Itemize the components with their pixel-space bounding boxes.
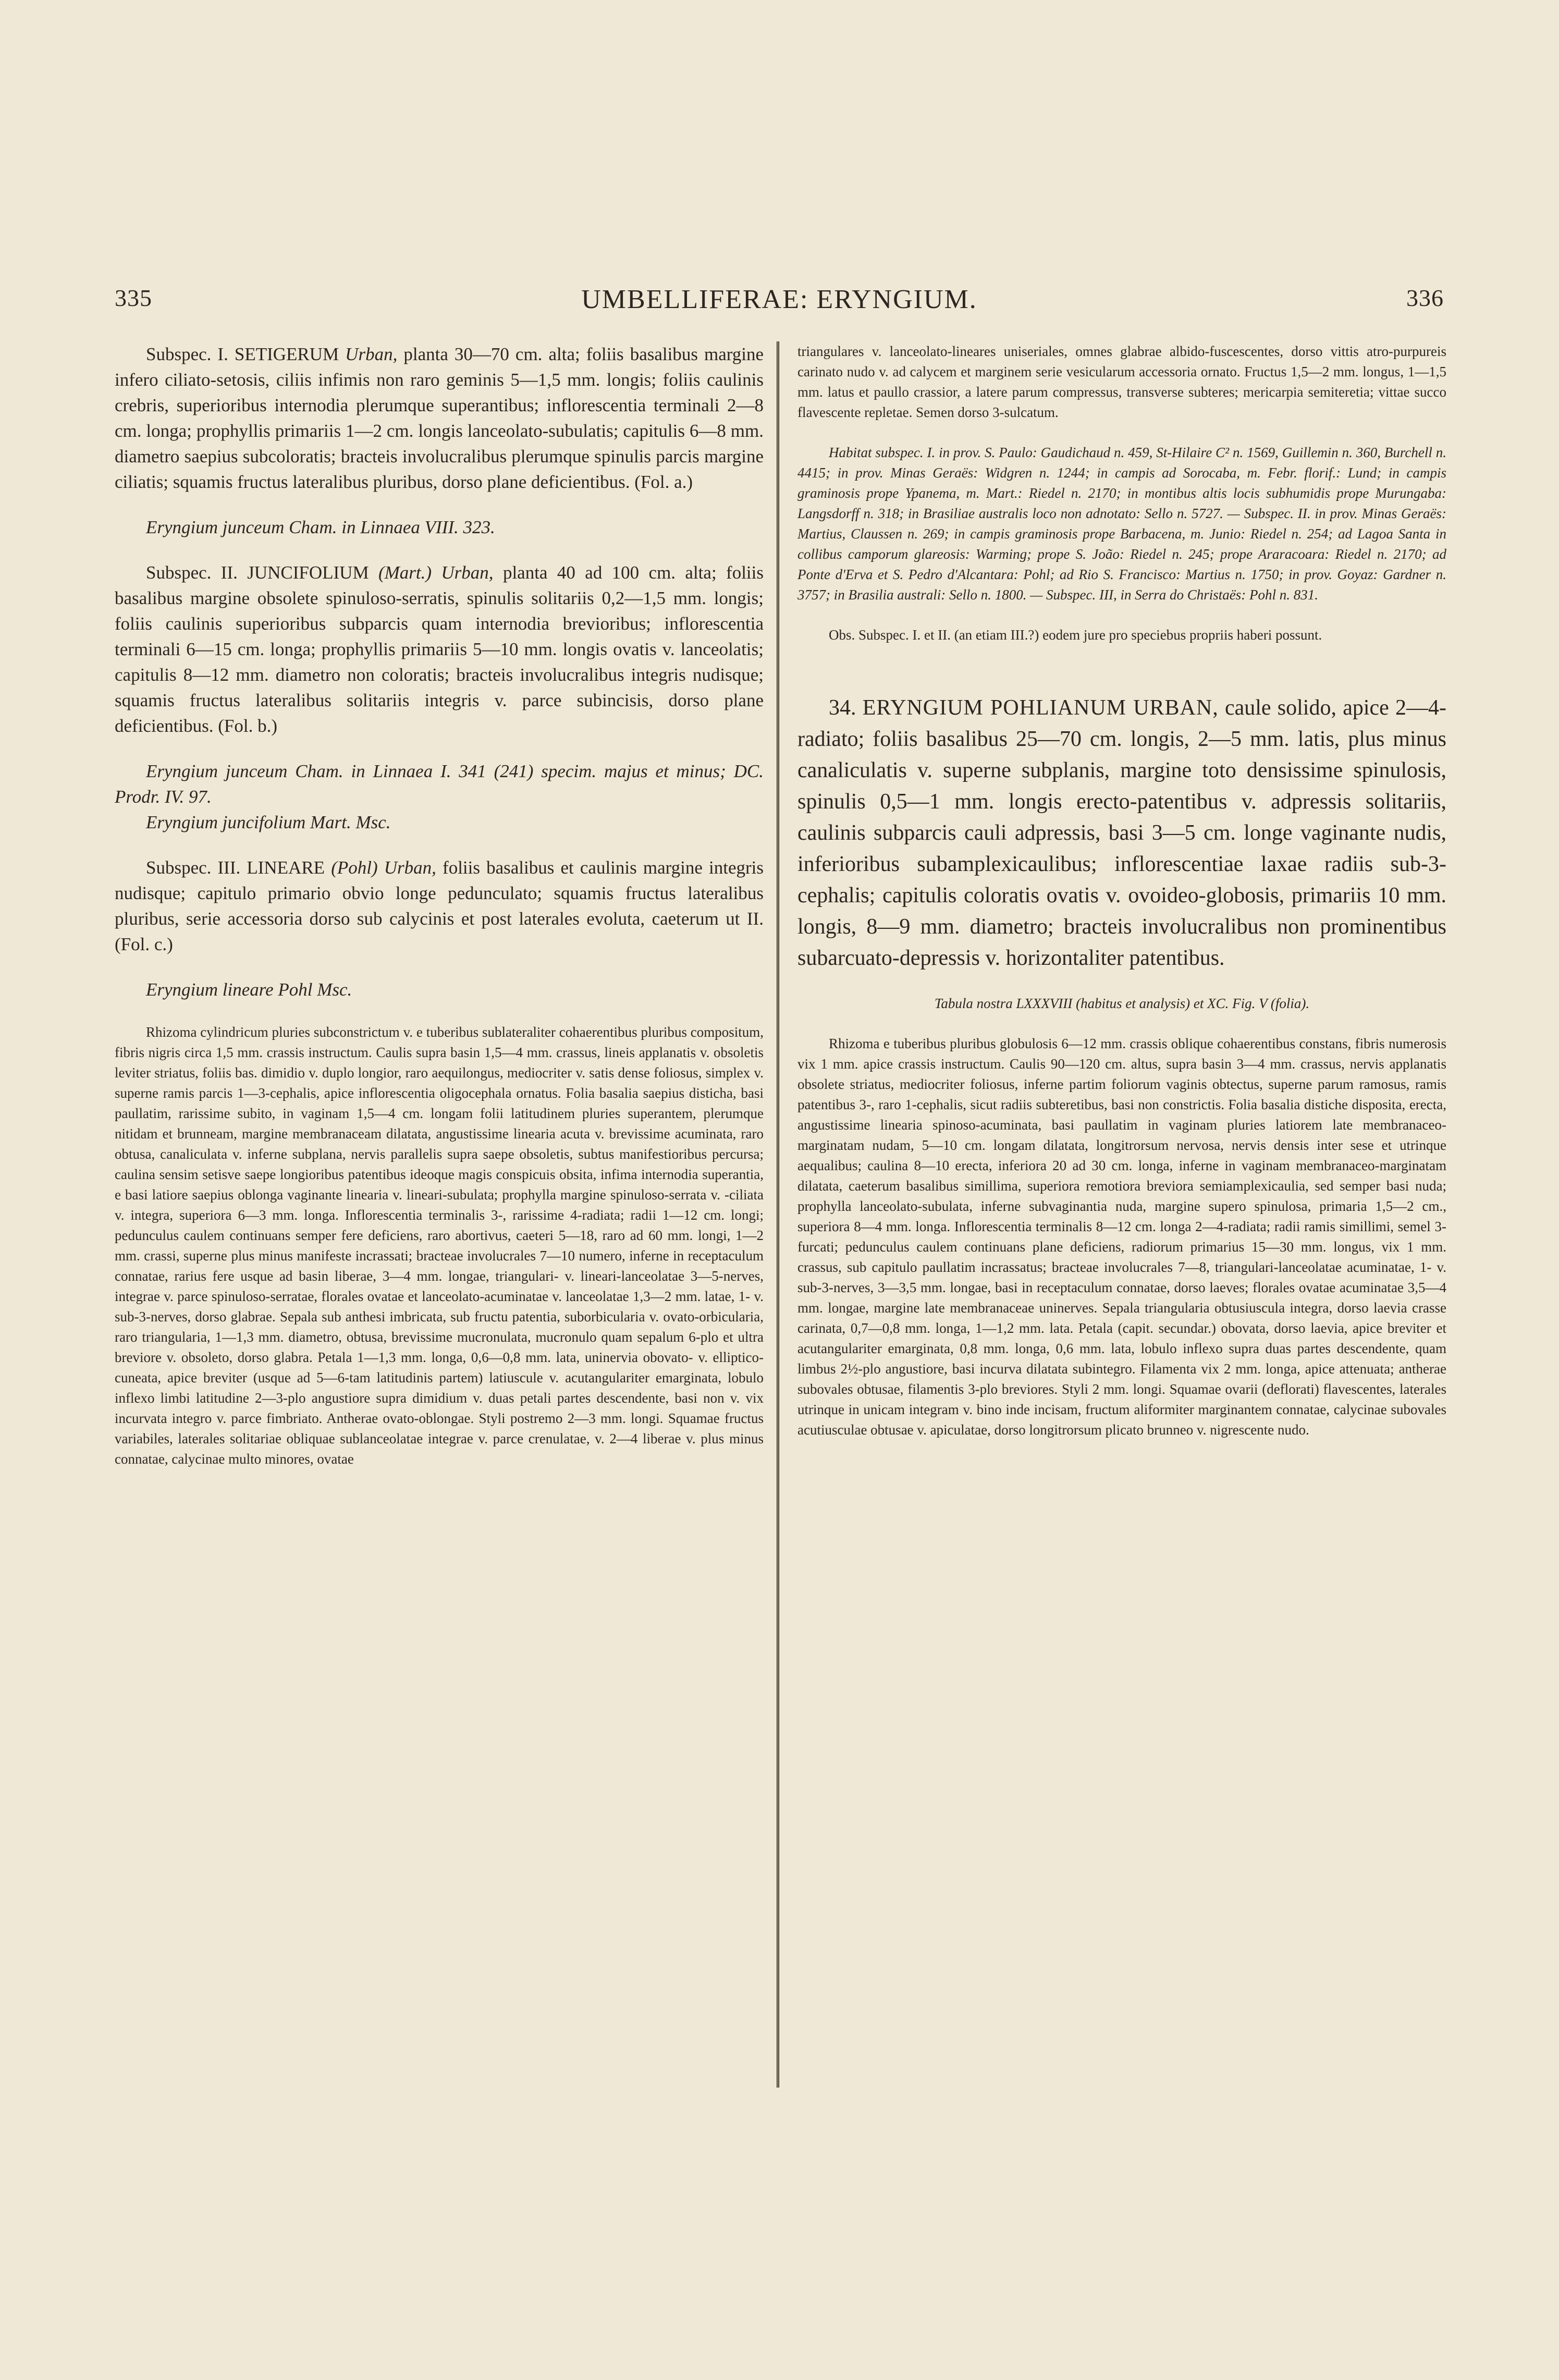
- subspecies-3-citation: Eryngium lineare Pohl Msc.: [146, 979, 352, 1000]
- subspecies-2-author: (Mart.) Urban,: [378, 562, 494, 583]
- subspecies-3-author: (Pohl) Urban,: [331, 857, 436, 878]
- right-column: [797, 341, 1446, 1440]
- species-description: Rhizoma e tuberibus pluribus globulosis 6—12 mm. crassis oblique cohaerentibus constans, fibris numerosis vix 1 mm. apice crassis instructum. Caulis 90—120 cm. altus, supra basin 3—4 mm. crassus, nervis applanatis obsolete striatus, mediocriter foliosus, inferne partim foliorum vaginis obtectus, superne parum ramosus, ramis patentibus 3-, raro 1-cephalis, sicut radiis subteretibus, basi non constrictis. Folia basalia distiche disposita, erecta, angustissime linearia spinoso-acuminata, basi paullatim in vaginam pluries latiorem late membranaceo-marginatam nudam, 5—10 cm. longam dilatata, longitrorsum nervosa, nervis densis inter sese et utrinque aequalibus; caulina 8—10 erecta, inferiora 20 ad 30 cm. longa, inferne in vaginam membranaceo-marginatam dilatata, caeterum basalibus simillima, superiora remotiora breviora semiamplexicaulia, sed semper basi nuda; prophylla lanceolato-subulata, inferne subvaginantia nuda, margine supero spinulosa, primaria 1,5—2 cm., superiora 8—4 mm. longa. Inflorescentia terminalis 8—12 cm. longa 2—4-radiata; radii ramis simillimi, semel 3-furcati; pedunculus caulem continuans plane deficiens, radiorum primarius 15—30 mm. longus, vix 1 mm. crassus, sub capitulo paullatim incrassatus; bracteae involucrales 7—8, triangulari-lanceolatae acuminatae, 1- v. sub-3-nerves, 3—3,5 mm. longae, basi in receptaculum connatae, dorso laeves; florales ovatae acuminatae 3,5—4 mm. longae, margine late membranaceae uninerves. Sepala triangularia obtusiuscula integra, dorso laevia crasse carinata, 0,7—0,8 mm. longa, 1—1,2 mm. lata. Petala (capit. secundar.) obovata, dorso laevia, apice breviter et acutangulariter emarginata, 0,8 mm. longa, 0,6 mm. lata, lobulo inflexo supra duas partes descendente, quam limbus 2½-plo angustiore, basi incurva dilatata subintegro. Filamenta vix 2 mm. longa, apice attenuata; antherae subovales obtusae, filamentis 3-plo breviores. Styli 2 mm. longi. Squamae ovarii (deflorati) flavescentes, laterales utrinque in unicam integram v. bino inde incisam, fructum aliformiter marginantem connatae, calycinae subovales acutiusculae obtusae v. apiculatae, dorso longitrorsum plicato brunneo v. nigrescente nudo.: [797, 1036, 1446, 1438]
- subspecies-1-citation: Eryngium junceum Cham. in Linnaea VIII. 323.: [146, 517, 495, 537]
- subspecies-2-citation-2: Eryngium juncifolium Mart. Msc.: [146, 812, 391, 832]
- subspecies-1: [115, 341, 764, 495]
- subspecies-1-text: planta 30—70 cm. alta; foliis basalibus margine infero ciliato-setosis, ciliis infimis non raro geminis 5—1,5 mm. longis; foliis caulinis crebris, superioribus internodia plerumque superantibus; inflorescentia terminali 2—8 cm. longa; prophyllis primariis 1—2 cm. longis lanceolato-subulatis; capitulis 6—8 mm. diametro saepius subcoloratis; bracteis involucralibus plerumque spinulis parcis margine ciliatis; squamis fructus lateralibus pluribus, dorso plane deficientibus. (Fol. a.): [115, 344, 764, 492]
- subspecies-3: [115, 855, 764, 957]
- subspecies-2-heading: Subspec. II. JUNCIFOLIUM: [146, 562, 369, 583]
- subspecies-3-text: foliis basalibus et caulinis margine integris nudisque; capitulo primario obvio longe pedunculato; squamis fructus lateralibus pluribus, serie accessoria dorso sub calycinis et post laterales evoluta, caeterum ut II. (Fol. c.): [115, 857, 764, 954]
- species-diagnosis: caule solido, apice 2—4-radiato; foliis basalibus 25—70 cm. longis, 2—5 mm. latis, plus minus canaliculatis v. superne subplanis, margine toto densissime spinulosis, spinulis 0,5—1 mm. longis erecto-patentibus v. adpressis solitariis, caulinis subparcis cauli adpressis, basi 3—5 cm. longe vaginante nudis, inferioribus subamplexicaulibus; inflorescentiae laxae radiis sub-3-cephalis; capitulis coloratis ovatis v. ovoideo-globosis, primariis 10 mm. longis, 8—9 mm. diametro; bracteis involucralibus non prominentibus subarcuato-depressis v. horizontaliter patentibus.: [797, 696, 1447, 970]
- species-number: 34.: [829, 696, 856, 720]
- observation-note: Obs. Subspec. I. et II. (an etiam III.?) eodem jure pro speciebus propriis haberi possunt.: [829, 627, 1322, 643]
- subspecies-2-citation-1: Eryngium junceum Cham. in Linnaea I. 341 (241) specim. majus et minus; DC. Prodr. IV. 97.: [115, 761, 764, 807]
- subspecies-2-text: planta 40 ad 100 cm. alta; foliis basalibus margine obsolete spinuloso-serratis, spinulis solitariis 0,2—1,5 mm. longis; foliis caulinis superioribus subparcis quam internodia brevioribus; inflorescentia terminali 6—15 cm. longa; prophyllis primariis 5—10 mm. longis ovatis v. lanceolatis; capitulis 8—12 mm. diametro non coloratis; bracteis involucralibus integris nudisque; squamis fructus lateralibus solitariis integris v. parce subincisis, dorso plane deficientibus. (Fol. b.): [115, 562, 764, 736]
- description-continued: triangulares v. lanceolato-lineares uniseriales, omnes glabrae albido-fuscescentes, dorso vittis atro-purpureis carinato nudo v. ad calycem et marginem serie vesicularum accessoria ornato. Fructus 1,5—2 mm. longus, 1—1,5 mm. latus et paullo crassior, a latere parum compressus, transverse subteres; mericarpia semiteretia; vittae succo flavescente repletae. Semen dorso 3-sulcatum.: [797, 343, 1446, 420]
- subspecies-2: [115, 560, 764, 739]
- species-name: ERYNGIUM POHLIANUM URBAN,: [862, 696, 1219, 720]
- subspecies-3-heading: Subspec. III. LINEARE: [146, 857, 325, 878]
- species-heading: [797, 692, 1446, 974]
- page-number-right: 336: [1406, 285, 1444, 311]
- subspecies-1-heading: Subspec. I. SETIGERUM: [146, 344, 339, 364]
- left-column: [115, 341, 764, 1469]
- subspecies-1-author: Urban,: [345, 344, 398, 364]
- page-header: [115, 284, 1444, 321]
- plate-reference: Tabula nostra LXXXVIII (habitus et analysis) et XC. Fig. V (folia).: [934, 996, 1310, 1011]
- habitat-paragraph: Habitat subspec. I. in prov. S. Paulo: Gaudichaud n. 459, St-Hilaire C² n. 1569, Guillemin n. 360, Burchell n. 4415; in prov. Minas Geraës: Widgren n. 1244; in campis ad Sorocaba, m. Febr. florif.: Lund; in campis graminosis prope Ypanema, m. Mart.: Riedel n. 2170; in montibus altis locis subhumidis prope Murungaba: Langsdorff n. 318; in Brasiliae australis loco non adnotato: Sello n. 5727. — Subspec. II. in prov. Minas Geraës: Martius, Claussen n. 269; in campis graminosis prope Barbacena, m. Junio: Riedel n. 254; ad Lagoa Santa in collibus camporum glareosis: Warming; prope S. João: Riedel n. 245; prope Araracoara: Riedel n. 2170; ad Ponte d'Erva et S. Pedro d'Alcantara: Pohl; ad Rio S. Francisco: Martius n. 1750; in prov. Goyaz: Gardner n. 3757; in Brasilia australi: Sello n. 1800. — Subspec. III, in Serra do Christaës: Pohl n. 831.: [797, 445, 1446, 603]
- running-title: UMBELLIFERAE: ERYNGIUM.: [581, 285, 977, 314]
- column-divider: [777, 341, 779, 2088]
- description-paragraph: Rhizoma cylindricum pluries subconstrictum v. e tuberibus sublateraliter cohaerentibus pluribus compositum, fibris nigris circa 1,5 mm. crassis instructum. Caulis supra basin 1,5—4 mm. crassus, lineis applanatis v. obsoletis leviter striatus, foliis bas. dimidio v. duplo longior, raro aequilongus, mediocriter v. satis dense foliosus, simplex v. superne ramis parcis 1—3-cephalis, apice inflorescentia oligocephala ornatus. Folia basalia saepius disticha, basi paullatim, rarissime subito, in vaginam 1,5—4 cm. longam folii latitudinem pluries superantem, plerumque nitidam et brunneam, margine membranaceam dilatata, angustissime linearia acuta v. brevissime acuminata, raro obtusa, canaliculata v. inferne subplana, nervis parallelis supra saepe obsoletis, subtus manifestioribus percursa; caulina sensim setisve saepe longioribus patentibus ideoque magis conspicuis obsita, infima internodia superantia, e basi latiore saepius oblonga vaginante linearia v. lineari-subulata; prophylla margine spinuloso-serrata v. -ciliata v. integra, superiora 6—3 mm. longa. Inflorescentia terminalis 3-, rarissime 4-radiata; radii 1—12 cm. longi; pedunculus caulem continuans semper fere deficiens, raro abortivus, caeteri 5—18, raro ad 60 mm. longi, 1—2 mm. crassi, superne plus minus manifeste incrassati; bracteae involucrales 7—10 numero, inferne in receptaculum connatae, rarius fere usque ad basin liberae, 3—4 mm. longae, triangulari- v. lineari-lanceolatae 3—5-nerves, integrae v. parce spinuloso-serratae, florales ovatae et lanceolato-acuminatae v. lanceolatae 1,3—2 mm. latae, 1- v. sub-3-nerves, dorso glabrae. Sepala sub anthesi imbricata, sub fructu patentia, suborbicularia v. ovato-orbicularia, raro triangularia, 1—1,3 mm. diametro, obtusa, brevissime mucronulata, mucronulo quam sepalum 6-plo et ultra breviore v. obsoleto, dorso glabra. Petala 1—1,3 mm. longa, 0,6—0,8 mm. lata, uninervia obovato- v. elliptico-cuneata, apice breviter (usque ad 5—6-tam latitudinis partem) latiuscule v. acutangulariter emarginata, lobulo inflexo limbi latitudine 2—3-plo angustiore supra dimidium v. duas petali partes descendente, basi non v. vix incurvata integro v. parce fimbriato. Antherae ovato-oblongae. Styli postremo 2—3 mm. longi. Squamae fructus variabiles, laterales solitariae obliquae sublanceolatae integrae v. parce crenulatae, v. 2—4 liberae v. plus minus connatae, calycinae multo minores, ovatae: [115, 1024, 764, 1467]
- page-number-left: 335: [115, 285, 152, 311]
